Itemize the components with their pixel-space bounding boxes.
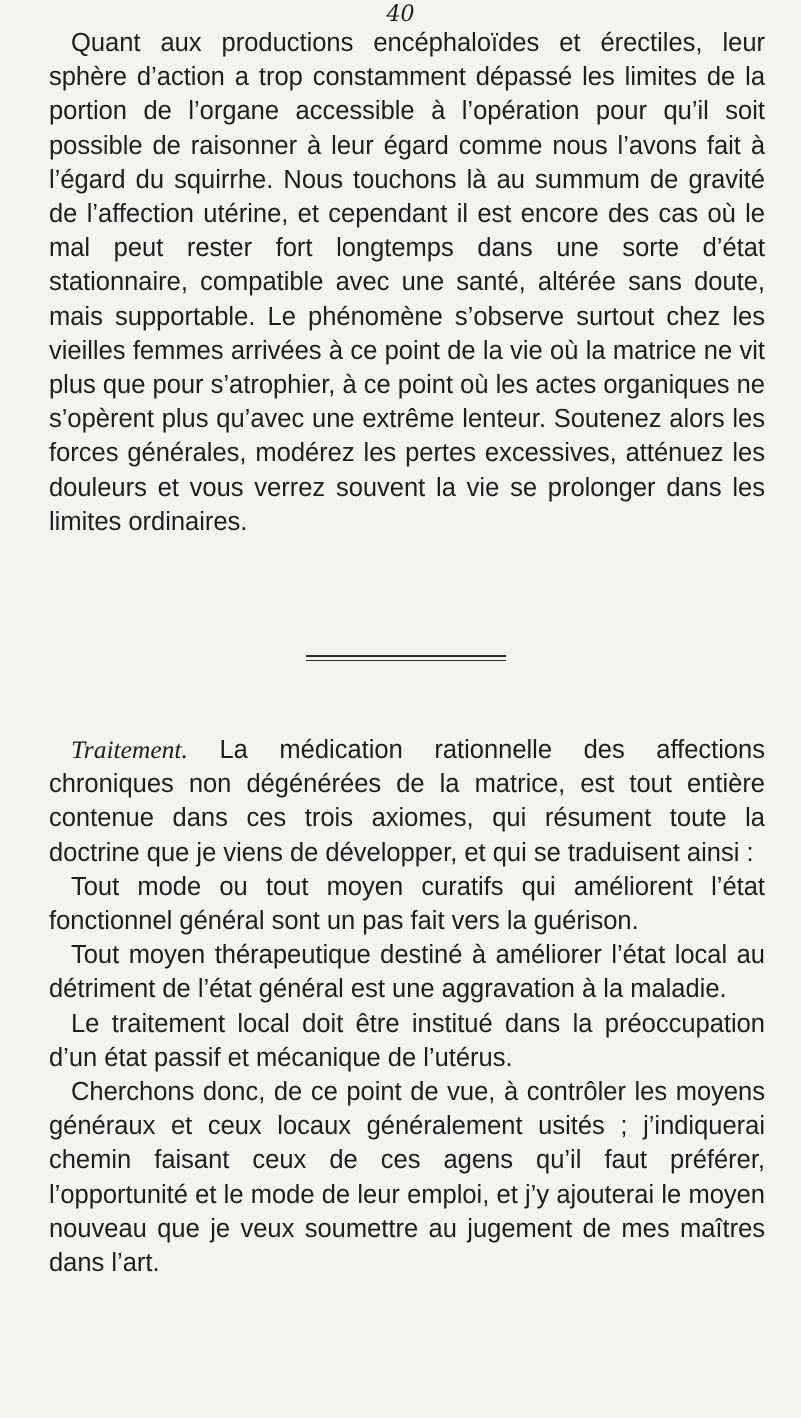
section-separator [306, 655, 506, 663]
treatment-heading: Traitement. [71, 735, 188, 764]
paragraph-axiom-3: Le traitement local doit être institué dans la préoccupation d’un état passif et mécanique de l’utérus. [49, 1009, 765, 1072]
section-prognosis [49, 26, 765, 539]
separator-rule-top [306, 655, 506, 657]
paragraph-treatment-intro [49, 733, 765, 870]
treatment-intro-text: La médication rationnelle des affections chroniques non dégénérées de la matrice, est tout entière contenue dans ces trois axiomes, qui résument toute la doctrine que je viens de développer, et qui se traduisent ainsi : [49, 736, 765, 867]
paragraph-axiom-1: Tout mode ou tout moyen curatifs qui améliorent l’état fonctionnel général sont un pas fait vers la guérison. [49, 872, 765, 936]
paragraph-conclusion: Cherchons donc, de ce point de vue, à contrôler les moyens généraux et ceux locaux généralement usités ; j’indiquerai chemin faisant ceux de ces agens qu’il faut préférer, l’opportunité et le mode de leur emploi, et j’y ajouterai le moyen nouveau que je veux soumettre au jugement de mes maîtres dans l’art. [49, 1078, 765, 1278]
page-number: 40 [386, 2, 415, 27]
separator-rule-bottom [306, 660, 506, 662]
paragraph-encephaloid-productions: Quant aux productions encéphaloïdes et érectiles, leur sphère d’action a trop constamment dépassé les limites de la portion de l’organe accessible à l’opération pour qu’il soit possible de raisonner à leur égard comme nous l’avons fait à l’égard du squirrhe. Nous touchons là au summum de gravité de l’affection utérine, et cependant il est encore des cas où le mal peut rester fort longtemps dans une sorte d’état stationnaire, compatible avec une santé, altérée sans doute, mais supportable. Le phénomène s’observe surtout chez les vieilles femmes arrivées à ce point de la vie où la matrice ne vit plus que pour s’atrophier, à ce point où les actes organiques ne s’opèrent plus qu’avec une extrême lenteur. Soutenez alors les forces générales, modérez les pertes excessives, atténuez les douleurs et vous verrez souvent la vie se prolonger dans les limites ordinaires. [49, 29, 765, 536]
section-treatment [49, 733, 765, 1280]
paragraph-axiom-2: Tout moyen thérapeutique destiné à améliorer l’état local au détriment de l’état général est une aggravation à la maladie. [49, 941, 765, 1004]
